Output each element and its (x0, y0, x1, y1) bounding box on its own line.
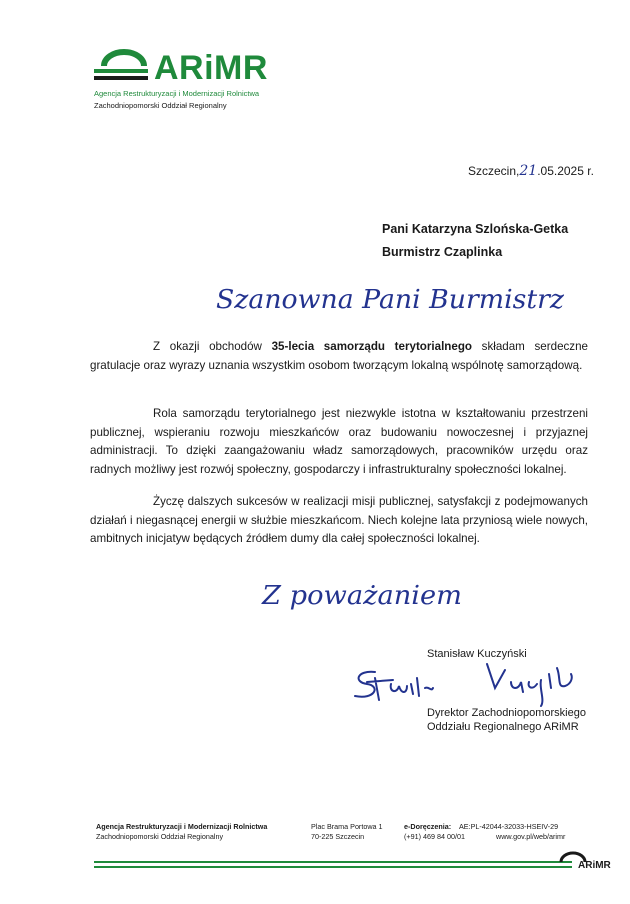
agency-name: Agencja Restrukturyzacji i Modernizacji Rolnictwa (94, 89, 260, 98)
footer-divider-thin (94, 866, 572, 868)
logo-arch-icon (94, 46, 154, 86)
addressee-name: Pani Katarzyna Szlońska-Getka (382, 222, 569, 236)
signer-title-line-2: Oddziału Regionalnego ARiMR (427, 721, 579, 733)
p1-text-start: Z okazji obchodów (153, 340, 272, 353)
letter-date (468, 163, 594, 179)
addressee-role: Burmistrz Czaplinka (382, 245, 503, 259)
signature-image (345, 648, 585, 708)
footer-edoreczenia-value: AE:PL-42044-32033-HSEIV-29 (459, 822, 559, 831)
branch-name: Zachodniopomorski Oddział Regionalny (94, 101, 227, 110)
p3-text: Życzę dalszych sukcesów w realizacji misji publicznej, satysfakcji z podejmowanych działań i niegasnącej energii w służbie mieszkańcom. Niech kolejne lata przyniosą wiele nowych, ambitnych inicjatyw będących źródłem dumy dla całej społeczności lokalnej. (90, 495, 588, 545)
arimr-logo (94, 46, 314, 116)
paragraph-2 (90, 405, 588, 479)
date-prefix: Szczecin, (468, 164, 520, 178)
p2-text: Rola samorządu terytorialnego jest niezwykle istotna w kształtowaniu przestrzeni publicznej, wspieraniu rozwoju mieszkańców oraz budowaniu nowoczesnej i przyjaznej administracji. To dzięki zaangażowaniu władz samorządowych, pracowników urzędu oraz radnych możliwy jest rozwój społeczny, gospodarczy i infrastrukturalny społeczności lokalnej. (90, 407, 588, 476)
footer-divider (94, 861, 572, 863)
signer-title-line-1: Dyrektor Zachodniopomorskiego (427, 707, 586, 719)
p1-text-end: składam serdeczne gratulacje oraz wyrazy uznania wszystkim osobom tworzącym lokalną wspólnotę samorządową. (90, 340, 589, 372)
date-suffix: .05.2025 r. (537, 164, 594, 178)
footer-city: 70-225 Szczecin (311, 832, 365, 841)
salutation-text: Szanowna Pani Burmistrz (216, 285, 565, 315)
footer-dept: Zachodniopomorski Oddział Regionalny (96, 832, 224, 841)
handwritten-salutation (210, 268, 570, 328)
paragraph-3 (90, 493, 588, 549)
signer-name: Stanisław Kuczyński (427, 648, 527, 660)
logo-wordmark: ARiMR (154, 49, 268, 87)
footer-street: Plac Brama Portowa 1 (311, 822, 383, 831)
date-day-handwritten: 21 (519, 163, 538, 179)
footer-website: www.gov.pl/web/arimr (496, 832, 566, 841)
p1-bold-text: 35-lecia samorządu terytorialnego (271, 340, 472, 353)
footer-logo-wordmark: ARiMR (578, 860, 611, 871)
handwritten-closing (258, 566, 468, 626)
footer-edoreczenia-label: e-Doręczenia: (404, 822, 452, 831)
paragraph-1 (90, 338, 588, 375)
closing-text: Z poważaniem (260, 581, 462, 611)
footer-org: Agencja Restrukturyzacji i Modernizacji Rolnictwa (96, 822, 268, 831)
footer-phone: (+91) 469 84 00/01 (404, 832, 465, 841)
